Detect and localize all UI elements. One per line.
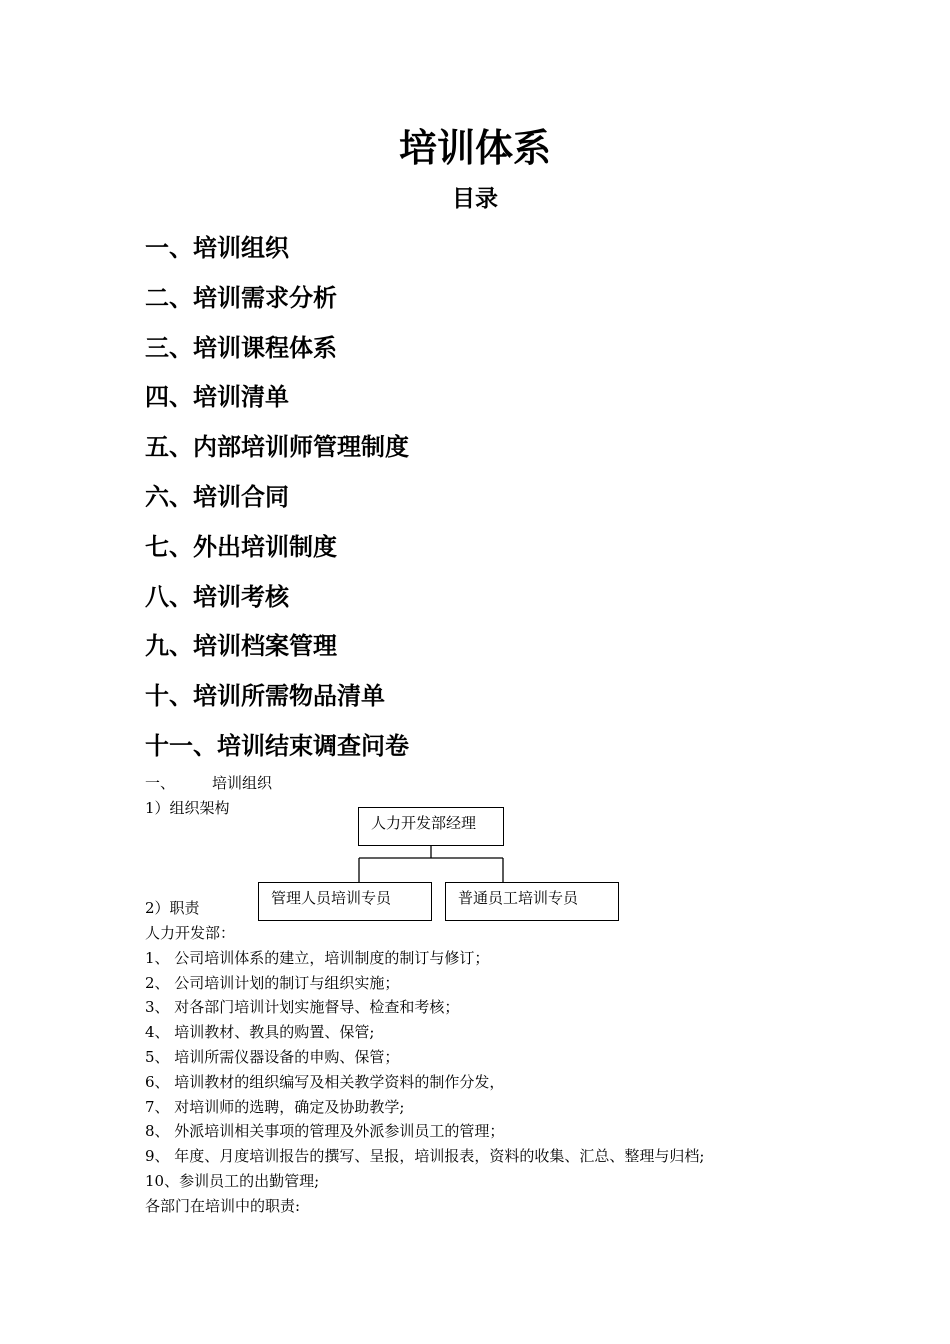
section-number: 一、	[145, 774, 176, 792]
org-node-label: 人力开发部经理	[371, 814, 477, 832]
duty-item: 2、 公司培训计划的制订与组织实施；	[145, 973, 400, 992]
duty-item: 10、参训员工的出勤管理;	[145, 1171, 320, 1190]
toc-heading: 目录	[452, 186, 498, 212]
toc-item: 十、培训所需物品清单	[145, 682, 385, 711]
org-node-hr-manager	[358, 807, 504, 846]
toc-item: 九、培训档案管理	[145, 632, 337, 661]
toc-item: 五、内部培训师管理制度	[145, 433, 409, 462]
document-title: 培训体系	[398, 126, 551, 170]
section-title: 培训组织	[212, 774, 273, 792]
org-node-label: 普通员工培训专员	[458, 889, 579, 907]
org-node-staff-trainer	[445, 882, 619, 921]
duty-item: 7、 对培训师的选聘，确定及协助教学;	[145, 1097, 405, 1116]
duty-item: 4、 培训教材、教具的购置、保管;	[145, 1023, 375, 1042]
toc-item: 六、培训合同	[145, 482, 289, 511]
subsection-duties: 2）职责	[145, 899, 200, 917]
subsection-org-structure: 1）组织架构	[145, 799, 230, 817]
toc-item: 七、外出培训制度	[145, 532, 337, 561]
duty-item: 8、 外派培训相关事项的管理及外派参训员工的管理；	[145, 1122, 505, 1141]
toc-item: 十一、培训结束调查问卷	[145, 731, 409, 760]
duty-item: 6、 培训教材的组织编写及相关教学资料的制作分发，	[145, 1072, 505, 1091]
duty-item: 1、 公司培训体系的建立，培训制度的制订与修订；	[145, 948, 490, 967]
dept-heading: 人力开发部：	[145, 924, 236, 942]
toc-item: 三、培训课程体系	[145, 333, 337, 362]
toc-item: 八、培训考核	[145, 582, 289, 611]
closing-line: 各部门在培训中的职责:	[145, 1196, 301, 1215]
toc-item: 一、培训组织	[145, 234, 289, 262]
org-node-label: 管理人员培训专员	[271, 889, 392, 907]
duties-list	[145, 921, 704, 1219]
duty-item: 9、 年度、月度培训报告的撰写、呈报，培训报表，资料的收集、汇总、整理与归档;	[145, 1147, 705, 1166]
duty-item: 5、 培训所需仪器设备的申购、保管；	[145, 1047, 400, 1066]
toc-item: 二、培训需求分析	[145, 283, 337, 312]
duty-item: 3、 对各部门培训计划实施督导、检查和考核；	[145, 998, 460, 1017]
org-node-manager-trainer	[258, 882, 432, 921]
toc-item: 四、培训清单	[145, 383, 289, 412]
